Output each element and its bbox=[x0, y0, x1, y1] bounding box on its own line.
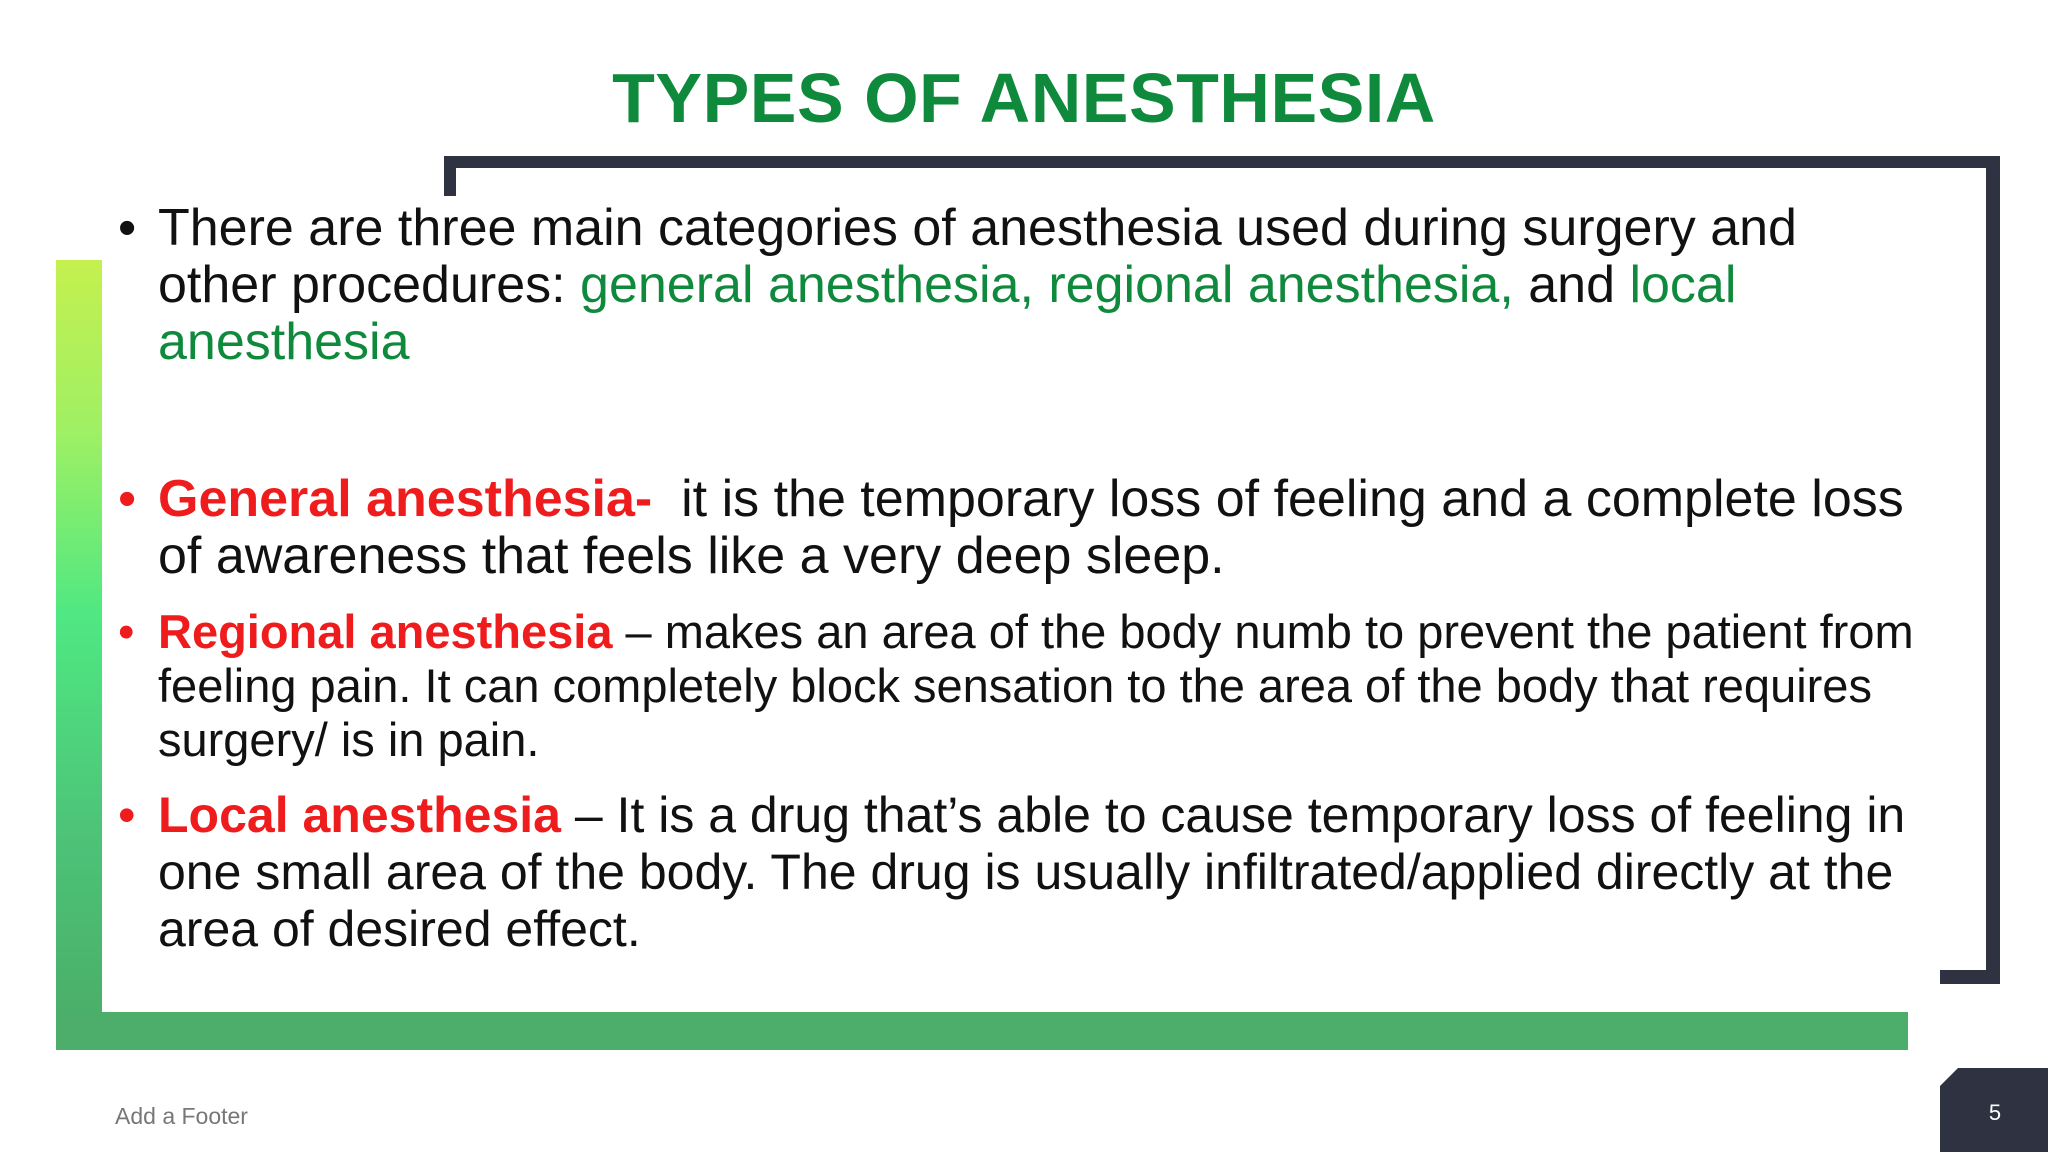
intro-bullet bbox=[118, 200, 1918, 371]
frame-top-bar bbox=[444, 156, 2000, 168]
general-anesthesia-term: General anesthesia- bbox=[158, 470, 653, 528]
general-anesthesia-text: it is the temporary loss of feeling and a complete loss of awareness that feels like a very deep sleep. bbox=[158, 470, 1919, 585]
footer-text: Add a Footer bbox=[115, 1103, 248, 1129]
green-bar-bottom bbox=[56, 1012, 1908, 1050]
page-number: 5 bbox=[1988, 1100, 2002, 1125]
intro-highlight-2: local anesthesia bbox=[158, 256, 1737, 371]
regional-anesthesia-bullet bbox=[118, 605, 1918, 767]
local-anesthesia-term: Local anesthesia bbox=[158, 787, 561, 843]
content-body bbox=[118, 200, 1918, 958]
frame-top-stub bbox=[444, 156, 456, 196]
frame-right-bar bbox=[1986, 156, 2000, 984]
intro-text-middle: and bbox=[1513, 256, 1630, 314]
slide-title: TYPES OF ANESTHESIA bbox=[612, 59, 1436, 137]
frame-right-foot bbox=[1940, 970, 2000, 984]
regional-anesthesia-term: Regional anesthesia bbox=[158, 605, 613, 658]
general-anesthesia-bullet bbox=[118, 471, 1918, 585]
regional-anesthesia-text: – makes an area of the body numb to prevent the patient from feeling pain. It can completely block sensation to the area of the body that requires surgery/ is in pain. bbox=[158, 605, 1914, 766]
intro-text-before: There are three main categories of anesthesia used during surgery and other procedures: bbox=[158, 199, 1797, 314]
intro-highlight-1: general anesthesia, regional anesthesia, bbox=[580, 256, 1514, 314]
local-anesthesia-text: – It is a drug that’s able to cause temporary loss of feeling in one small area of the body. The drug is usually infiltrated/applied directly at the area of desired effect. bbox=[158, 787, 1906, 957]
green-gradient-bar-left bbox=[56, 260, 102, 1050]
local-anesthesia-bullet bbox=[118, 787, 1918, 958]
